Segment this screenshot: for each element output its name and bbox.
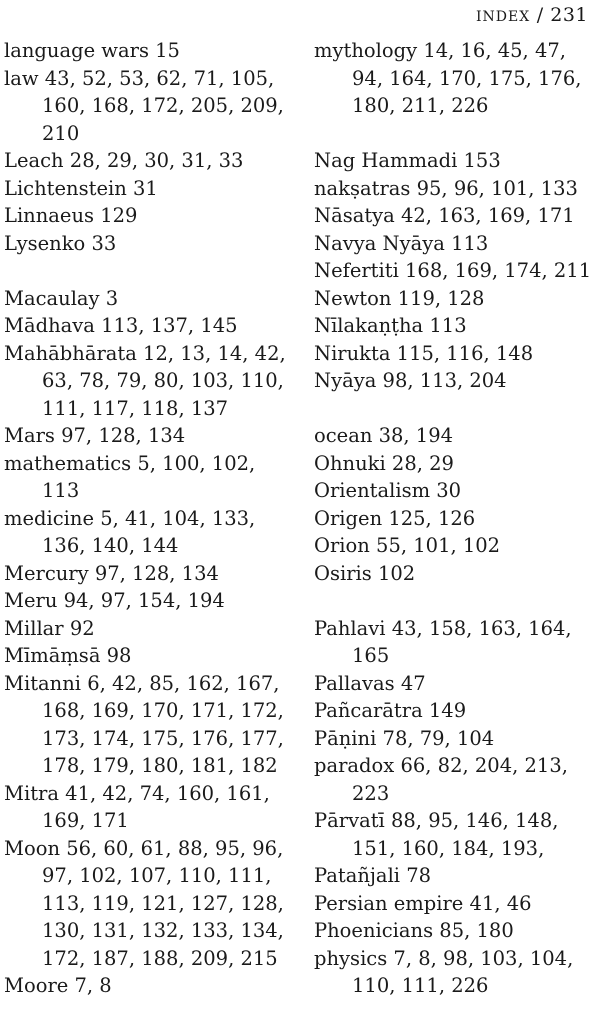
index-entry-line: mythology 14, 16, 45, 47, — [314, 39, 566, 62]
index-entry-line: Nāsatya 42, 163, 169, 171 — [314, 204, 575, 227]
index-entry-line: Nīlakaṇṭha 113 — [314, 314, 467, 337]
index-entry — [4, 780, 294, 835]
index-entry-continuation: 130, 131, 132, 133, 134, — [42, 919, 284, 942]
index-entry-line: Mādhava 113, 137, 145 — [4, 314, 238, 337]
index-entry-continuation: 223 — [352, 781, 390, 805]
index-entry — [4, 615, 294, 643]
index-entry-line: Linnaeus 129 — [4, 204, 138, 227]
index-entry-line: Nyāya 98, 113, 204 — [314, 369, 507, 392]
index-entry-continuation: 168, 169, 170, 171, 172, — [42, 699, 284, 722]
index-entry — [4, 340, 294, 423]
index-entry-line: Nirukta 115, 116, 148 — [314, 341, 534, 365]
index-column-left — [4, 37, 294, 1000]
page-number: 231 — [550, 4, 588, 26]
index-entry — [314, 917, 598, 945]
index-column-right — [314, 37, 598, 1000]
index-entry — [314, 367, 598, 395]
index-entry — [314, 175, 598, 203]
index-entry-continuation: 178, 179, 180, 181, 182 — [42, 754, 278, 777]
index-entry-line: Persian empire 41, 46 — [314, 891, 532, 915]
index-entry — [4, 65, 294, 148]
index-entry — [314, 477, 598, 505]
index-entry-line: Nefertiti 168, 169, 174, 211 — [314, 259, 592, 282]
index-entry-line: Meru 94, 97, 154, 194 — [4, 589, 225, 612]
index-entry — [314, 862, 598, 890]
index-entry-line: Macaulay 3 — [4, 286, 119, 310]
index-entry — [314, 752, 598, 807]
running-head — [476, 4, 588, 26]
index-entry-line: Osiris 102 — [314, 561, 416, 585]
index-entry-line: Mars 97, 128, 134 — [4, 424, 186, 447]
index-entry-line: Newton 119, 128 — [314, 286, 485, 310]
index-entry — [314, 670, 598, 698]
index-entry-continuation: 113 — [42, 479, 80, 502]
index-entry-line: Orion 55, 101, 102 — [314, 534, 501, 557]
index-entry — [4, 147, 294, 175]
index-entry-line: language wars 15 — [4, 39, 180, 62]
index-entry — [4, 670, 294, 780]
index-entry-continuation: 151, 160, 184, 193, — [352, 836, 545, 860]
index-entry — [314, 312, 598, 340]
index-entry-line: Ohnuki 28, 29 — [314, 451, 454, 475]
index-entry-continuation: 180, 211, 226 — [352, 94, 489, 117]
index-entry-line: Moon 56, 60, 61, 88, 95, 96, — [4, 836, 284, 860]
index-entry — [4, 587, 294, 615]
letter-group-gap — [4, 257, 294, 285]
index-entry-continuation: 94, 164, 170, 175, 176, — [352, 66, 582, 90]
index-entry — [314, 147, 598, 175]
letter-group-gap — [314, 587, 598, 615]
index-entry-continuation: 169, 171 — [42, 809, 129, 832]
index-entry — [4, 505, 294, 560]
index-entry — [4, 285, 294, 313]
index-entry — [314, 230, 598, 258]
index-entry-line: mathematics 5, 100, 102, — [4, 451, 256, 475]
index-entry-line: law 43, 52, 53, 62, 71, 105, — [4, 66, 275, 90]
index-entry-line: Pahlavi 43, 158, 163, 164, — [314, 616, 572, 640]
index-entry-line: Lichtenstein 31 — [4, 176, 158, 200]
index-entry-continuation: 210 — [42, 121, 80, 145]
index-entry-line: ocean 38, 194 — [314, 424, 454, 447]
index-entry — [4, 202, 294, 230]
index-entry — [4, 230, 294, 258]
index-entry — [314, 615, 598, 670]
index-entry-line: Mitra 41, 42, 74, 160, 161, — [4, 781, 270, 805]
index-entry — [314, 450, 598, 478]
index-entry — [4, 450, 294, 505]
index-entry-line: Mercury 97, 128, 134 — [4, 561, 219, 585]
running-head-label: INDEX — [476, 9, 531, 25]
index-entry-line: Pañcarātra 149 — [314, 699, 467, 722]
index-entry — [4, 175, 294, 203]
index-entry-continuation: 97, 102, 107, 110, 111, — [42, 864, 272, 887]
index-entry-line: Leach 28, 29, 30, 31, 33 — [4, 149, 244, 172]
letter-group-gap — [314, 120, 598, 148]
index-entry — [314, 340, 598, 368]
index-entry — [4, 312, 294, 340]
index-entry — [314, 202, 598, 230]
index-entry — [314, 285, 598, 313]
index-entry-line: Mahābhārata 12, 13, 14, 42, — [4, 341, 286, 365]
index-entry — [314, 807, 598, 862]
index-entry-line: Mīmāṃsā 98 — [4, 644, 132, 667]
index-entry-line: Nag Hammadi 153 — [314, 149, 501, 172]
index-entry — [314, 560, 598, 588]
index-entry-continuation: 110, 111, 226 — [352, 974, 489, 997]
index-entry-line: Orientalism 30 — [314, 479, 462, 502]
index-entry-line: Millar 92 — [4, 616, 95, 640]
index-entry — [314, 890, 598, 918]
index-entry-continuation: 172, 187, 188, 209, 215 — [42, 946, 278, 970]
index-entry-line: Pallavas 47 — [314, 671, 426, 695]
index-entry — [314, 945, 598, 1000]
index-entry-line: physics 7, 8, 98, 103, 104, — [314, 946, 574, 970]
index-entry — [314, 725, 598, 753]
index-entry-continuation: 173, 174, 175, 176, 177, — [42, 726, 284, 750]
index-entry — [4, 422, 294, 450]
letter-group-gap — [314, 395, 598, 423]
index-entry — [4, 972, 294, 1000]
index-entry — [4, 560, 294, 588]
index-entry-continuation: 165 — [352, 644, 390, 667]
index-entry-line: Lysenko 33 — [4, 231, 117, 255]
index-entry-line: Pāṇini 78, 79, 104 — [314, 726, 495, 750]
index-entry — [314, 37, 598, 120]
index-entry — [4, 835, 294, 973]
index-entry-line: Moore 7, 8 — [4, 974, 112, 997]
index-entry-continuation: 136, 140, 144 — [42, 534, 179, 557]
index-entry-line: medicine 5, 41, 104, 133, — [4, 506, 256, 530]
index-entry-continuation: 160, 168, 172, 205, 209, — [42, 94, 284, 117]
running-head-separator: / — [536, 4, 544, 26]
index-entry-line: Mitanni 6, 42, 85, 162, 167, — [4, 671, 280, 695]
index-entry-continuation: 63, 78, 79, 80, 103, 110, — [42, 369, 284, 392]
index-entry-line: Patañjali 78 — [314, 864, 432, 887]
index-entry — [314, 422, 598, 450]
index-entry — [4, 37, 294, 65]
index-entry-continuation: 111, 117, 118, 137 — [42, 396, 229, 420]
index-entry — [314, 257, 598, 285]
index-entry-line: Phoenicians 85, 180 — [314, 919, 514, 942]
index-entry-line: Pārvatī 88, 95, 146, 148, — [314, 809, 559, 832]
index-entry — [314, 505, 598, 533]
index-entry — [314, 532, 598, 560]
index-entry-line: Origen 125, 126 — [314, 506, 476, 530]
index-entry-continuation: 113, 119, 121, 127, 128, — [42, 891, 284, 915]
index-entry — [314, 697, 598, 725]
index-entry-line: Navya Nyāya 113 — [314, 231, 489, 255]
index-entry-line: paradox 66, 82, 204, 213, — [314, 754, 568, 777]
index-entry-line: nakṣatras 95, 96, 101, 133 — [314, 176, 578, 200]
index-entry — [4, 642, 294, 670]
